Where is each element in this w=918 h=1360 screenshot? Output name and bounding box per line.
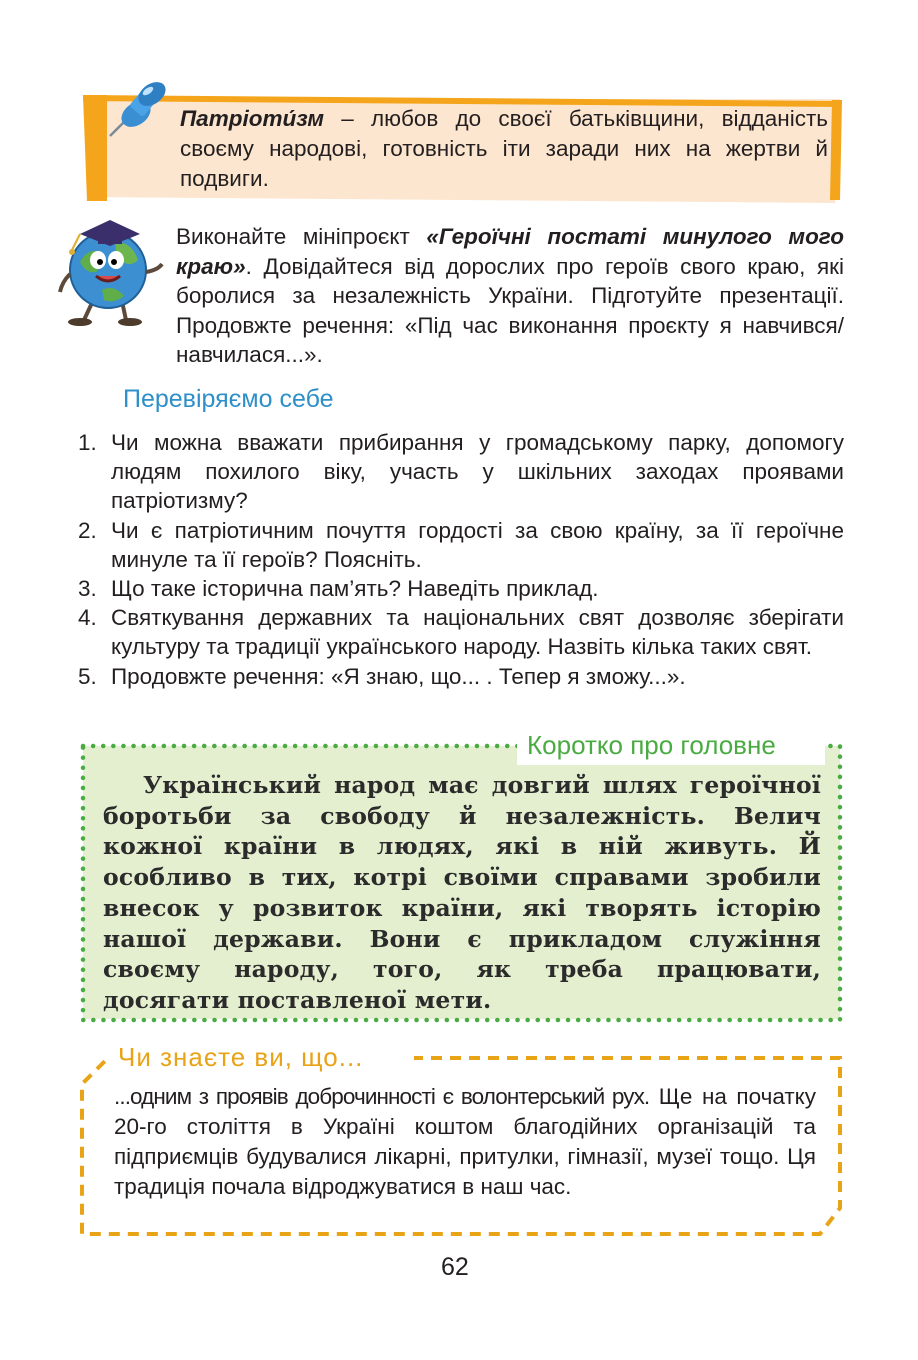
- question-item: [78, 574, 844, 603]
- question-item: [78, 516, 844, 574]
- definition-text: [180, 104, 828, 194]
- project-lead: Виконайте мініпроєкт: [176, 224, 427, 249]
- question-text: Що таке історична пам’ять? Наведіть приклад.: [111, 576, 599, 602]
- question-text: Продовжте речення: «Я знаю, що... . Тепер я зможу...».: [111, 663, 686, 689]
- page-number: 62: [441, 1253, 469, 1281]
- question-number: 4.: [78, 605, 97, 631]
- question-text: Чи є патріотичним почуття гордості за свою країну, за її героїчне минуле та її героїв? Поясніть.: [111, 517, 844, 572]
- definition-edge: [830, 100, 842, 200]
- question-text: Чи можна вважати прибирання у громадському парку, допомогу людям похилого віку, участь у шкільних заходах проявами патріотизму?: [111, 430, 844, 514]
- question-item: [78, 603, 844, 661]
- did-you-know-text-rest: Ще на початку 20-го століття в Україні коштом благодійних організацій та підприємців будувалися лікарні, притулки, гімназії, музеї тощо. Ця традиція почала відроджуватися в наш час.: [114, 1084, 816, 1199]
- definition-term: Патріоти́зм: [180, 106, 325, 131]
- project-title: «Героїчні постаті минулого мого краю»: [176, 224, 844, 279]
- summary-title: Коротко про головне: [527, 730, 776, 760]
- question-text: Святкування державних та національних свят дозволяє зберігати культуру та традиції українського народу. Назвіть кілька таких свят.: [111, 605, 844, 660]
- globe-mascot-icon: [58, 212, 168, 327]
- question-number: 5.: [78, 663, 97, 689]
- pushpin-icon: [100, 78, 180, 142]
- project-task: [176, 222, 844, 370]
- did-you-know-text: [114, 1082, 816, 1202]
- question-number: 2.: [78, 517, 97, 543]
- question-item: [78, 662, 844, 691]
- summary-text: Український народ має довгий шлях героїчної боротьби за свободу й незалежність. Велич кожної країни в людях, які в ній живуть. Й особливо в тих, котрі своїми справами зробили внесок у розвиток країни, які творять історію нашої держави. Вони є прикладом служіння своєму народу, того, як треба працювати, досягати поставленої мети.: [103, 771, 821, 1014]
- question-number: 1.: [78, 430, 97, 455]
- did-you-know-text-first: ...одним з проявів доброчинності є волонтерський рух.: [114, 1084, 650, 1109]
- project-body: . Довідайтеся від дорослих про героїв свого краю, які боролися за незалежність України. Підготуйте презентації. Продовжте речення: «Під час виконання проєкту я навчився/навчилася...».: [176, 253, 844, 367]
- did-you-know-title: Чи знаєте ви, що...: [118, 1042, 364, 1072]
- question-number: 3.: [78, 576, 97, 602]
- questions-list: [78, 428, 844, 691]
- definition-body: – любов до своєї батьківщини, відданість своєму народові, готовність іти заради них на жертви й подвиги.: [180, 106, 828, 191]
- question-item: [78, 428, 844, 516]
- check-yourself-heading: Перевіряємо себе: [123, 385, 334, 413]
